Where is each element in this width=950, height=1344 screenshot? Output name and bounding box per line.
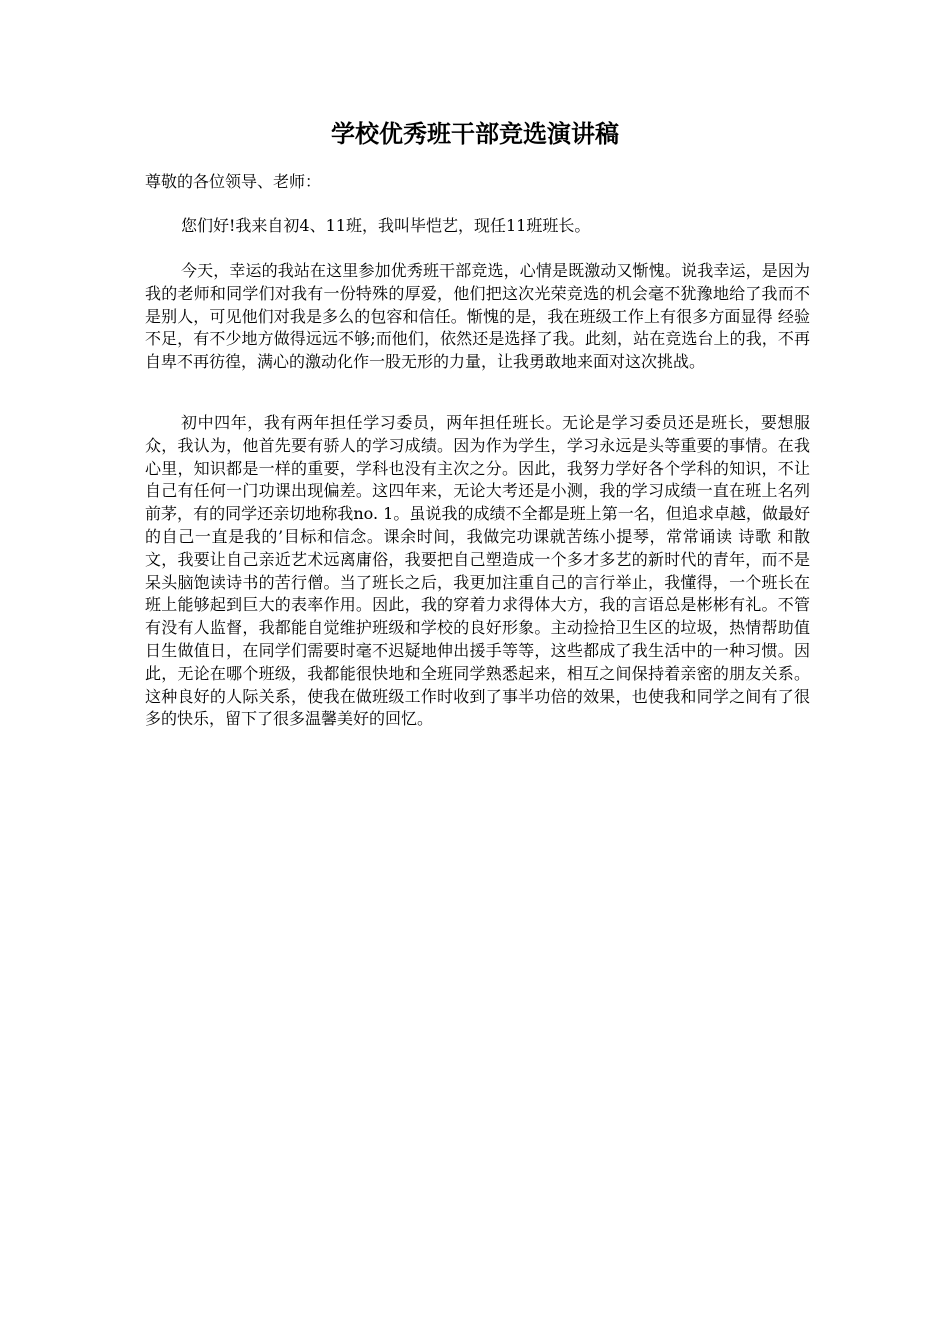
paragraph-introduction: 今天，幸运的我站在这里参加优秀班干部竞选，心情是既激动又惭愧。说我幸运，是因为我的老师和同学们对我有一份特殊的厚爱，他们把这次光荣竞选的机会毫不犹豫地给了我而不是别人，可见他们对我是多么的包容和信任。惭愧的是，我在班级工作上有很多方面显得 经验 不足，有不少地方做得远远不够;而他们，依然还是选择了我。此刻，站在竞选台上的我，不再自卑不再彷徨，满心的激动化作一股无形的力量，让我勇敢地来面对这次挑战。 [145,261,810,372]
paragraph-greeting: 您们好!我来自初4、11班，我叫毕恺艺，现任11班班长。 [181,216,591,235]
document-title: 学校优秀班干部竞选演讲稿 [331,119,619,148]
salutation: 尊敬的各位领导、老师： [145,172,322,191]
paragraph-experience: 初中四年，我有两年担任学习委员，两年担任班长。无论是学习委员还是班长，要想服众，我认为，他首先要有骄人的学习成绩。因为作为学生，学习永远是头等重要的事情。在我心里，知识都是一样的重要，学科也没有主次之分。因此，我努力学好各个学科的知识，不让自己有任何一门功课出现偏差。这四年来，无论大考还是小测，我的学习成绩一直在班上名列前茅，有的同学还亲切地称我no. 1。虽说我的成绩不全都是班上第一名，但追求卓越，做最好的自己一直是我的’目标和信念。课余时间，我做完功课就苦练小提琴，常常诵读 诗歌 和散文，我要让自己亲近艺术远离庸俗，我要把自己塑造成一个多才多艺的新时代的青年，而不是呆头脑饱读诗书的苦行僧。当了班长之后，我更加注重自己的言行举止，我懂得，一个班长在班上能够起到巨大的表率作用。因此，我的穿着力求得体大方，我的言语总是彬彬有礼。不管有没有人监督，我都能自觉维护班级和学校的良好形象。主动捡拾卫生区的垃圾，热情帮助值日生做值日，在同学们需要时毫不迟疑地伸出援手等等，这些都成了我生活中的一种习惯。因此，无论在哪个班级，我都能很快地和全班同学熟悉起来，相互之间保持着亲密的朋友关系。这种良好的人际关系，使我在做班级工作时收到了事半功倍的效果，也使我和同学之间有了很多的快乐，留下了很多温馨美好的回忆。 [145,413,810,729]
